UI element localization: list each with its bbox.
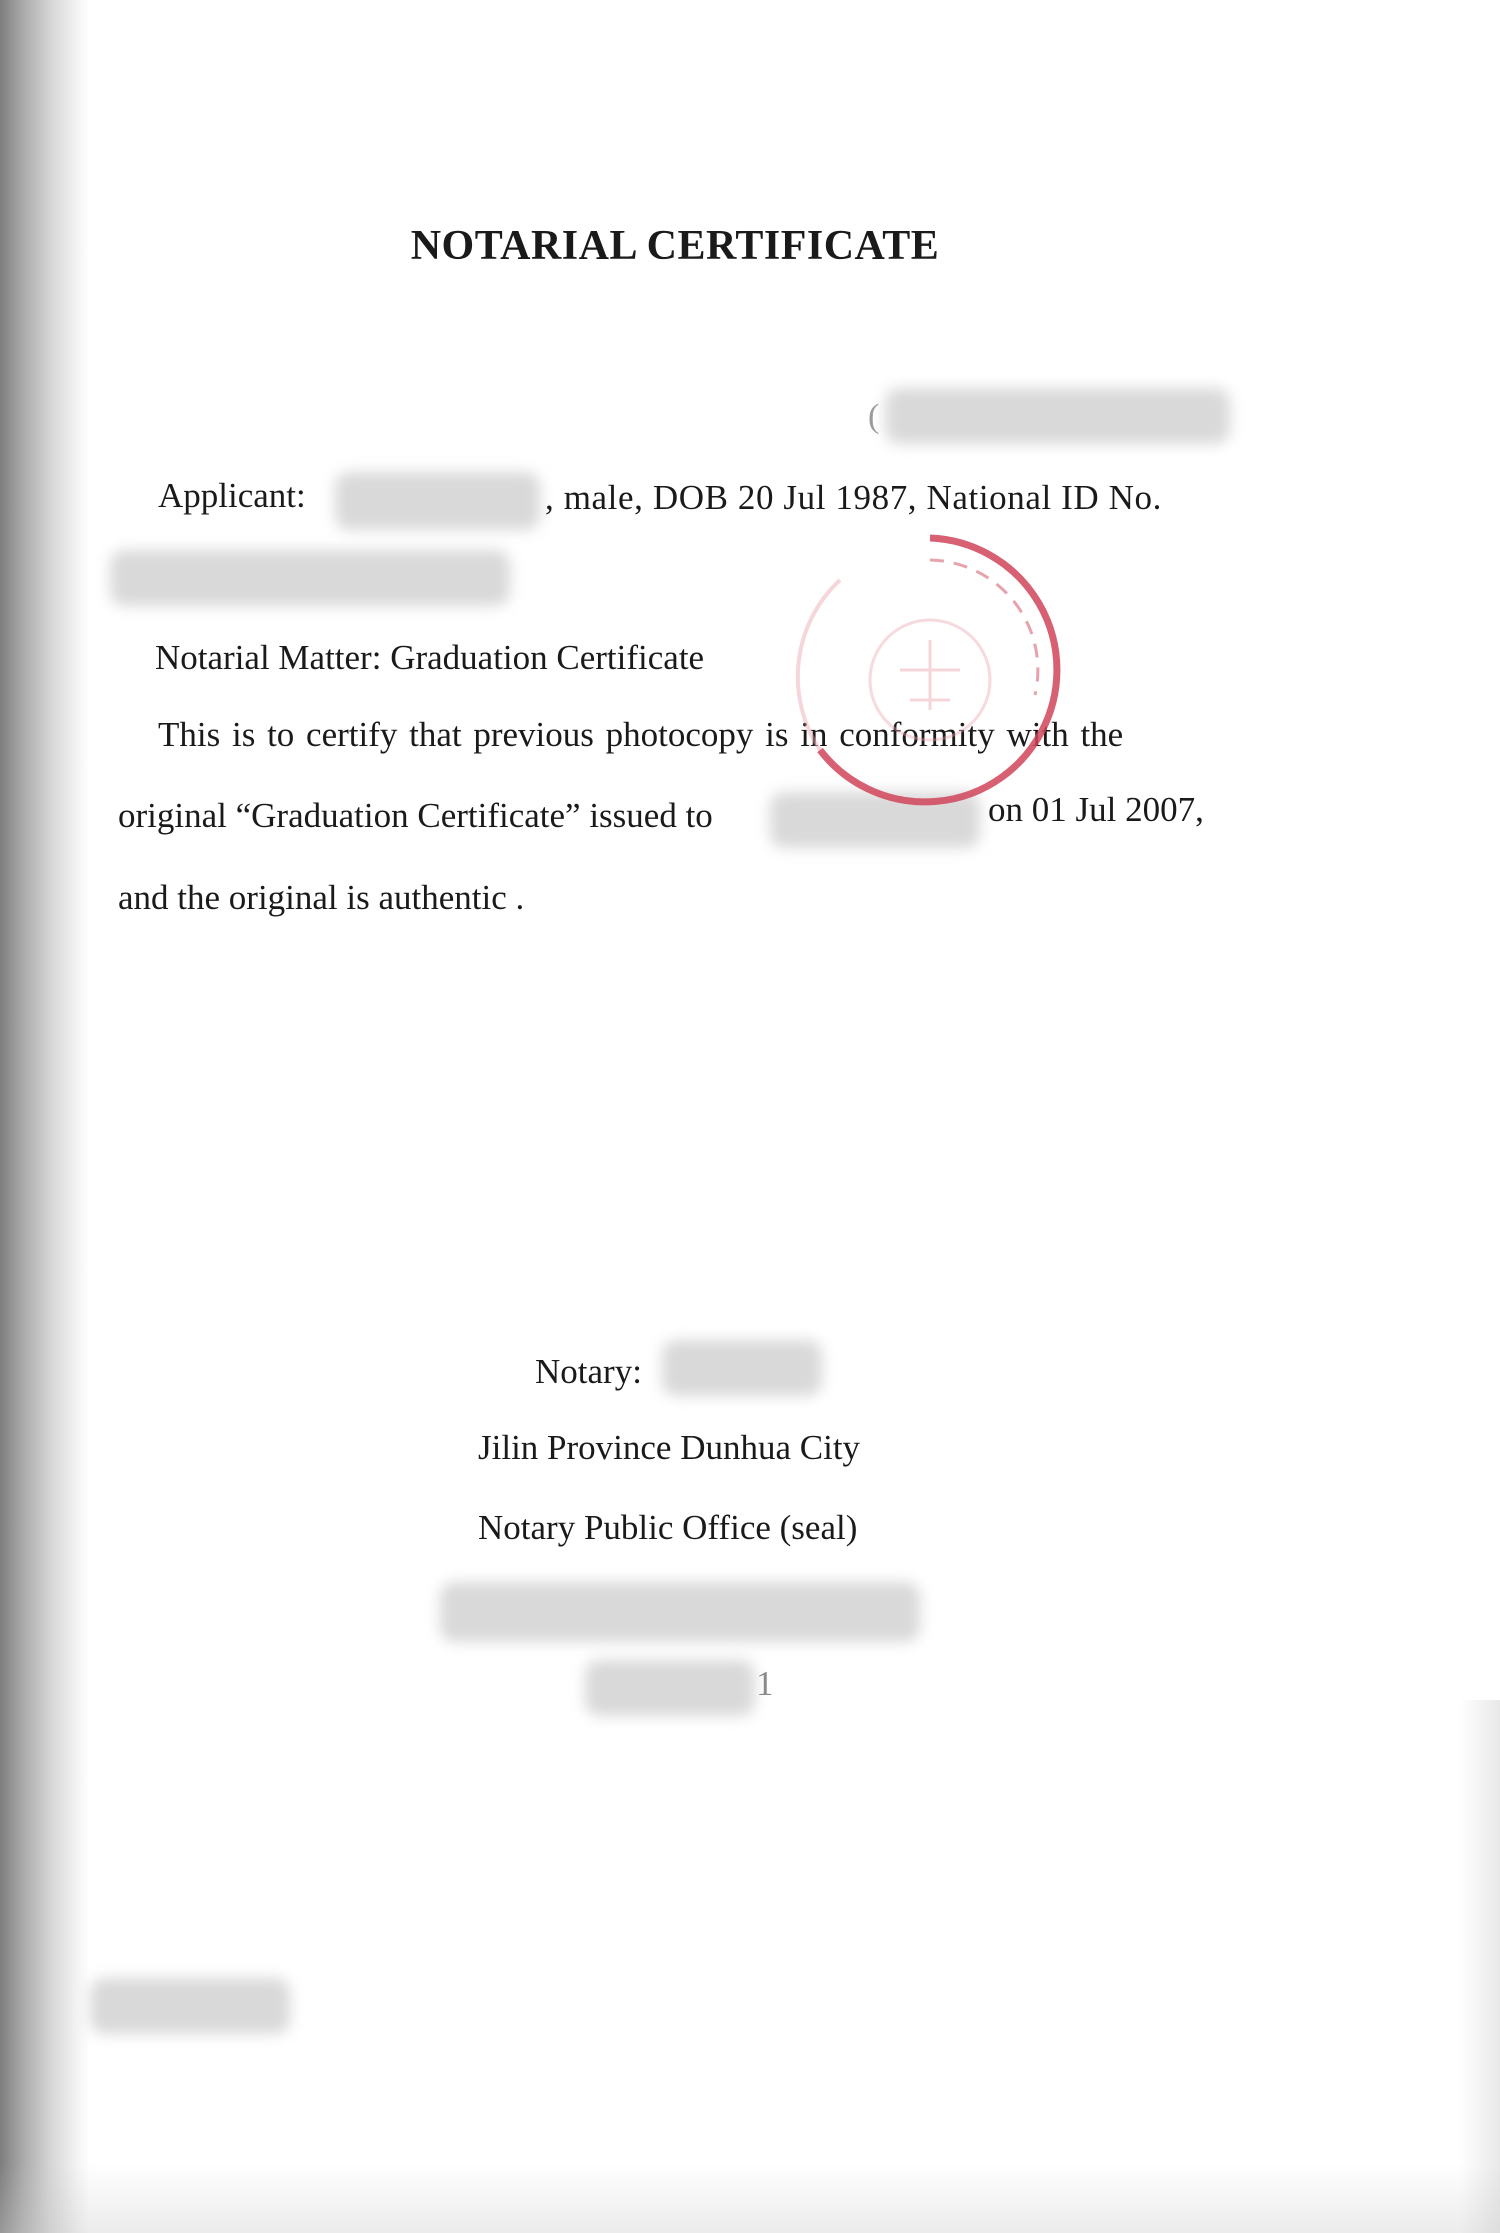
page-bottom-shadow <box>0 2163 1500 2233</box>
redacted-reference-number <box>885 388 1230 444</box>
redacted-country-line <box>440 1582 920 1642</box>
body-line-1: This is to certify that previous photocopy is in conformity with the <box>158 715 1124 754</box>
notarial-matter: Notarial Matter: Graduation Certificate <box>155 638 705 677</box>
redacted-serial-number <box>90 1978 290 2034</box>
redacted-date <box>585 1660 755 1716</box>
office-line-2: Notary Public Office (seal) <box>478 1508 858 1547</box>
office-line-1: Jilin Province Dunhua City <box>478 1428 861 1467</box>
notary-label: Notary: <box>535 1352 642 1391</box>
page-edge-shadow <box>1460 1700 1500 2233</box>
redacted-notary-name <box>662 1340 822 1396</box>
page-binding-shadow <box>0 0 90 2233</box>
official-seal-stamp <box>780 520 1080 820</box>
redacted-national-id <box>110 550 510 606</box>
document-title: NOTARIAL CERTIFICATE <box>410 223 940 269</box>
date-fragment: 1 <box>756 1664 774 1703</box>
seal-graphic <box>780 520 1080 820</box>
body-line-3: and the original is authentic . <box>118 878 525 917</box>
applicant-label: Applicant: <box>158 476 306 515</box>
redacted-graduate-name <box>770 792 980 848</box>
body-line-2-end: on 01 Jul 2007, <box>988 790 1204 829</box>
reference-paren: ( <box>868 398 880 435</box>
body-line-2-start: original “Graduation Certificate” issued to <box>118 796 713 835</box>
redacted-applicant-name <box>335 472 540 530</box>
applicant-details: , male, DOB 20 Jul 1987, National ID No. <box>545 478 1162 517</box>
